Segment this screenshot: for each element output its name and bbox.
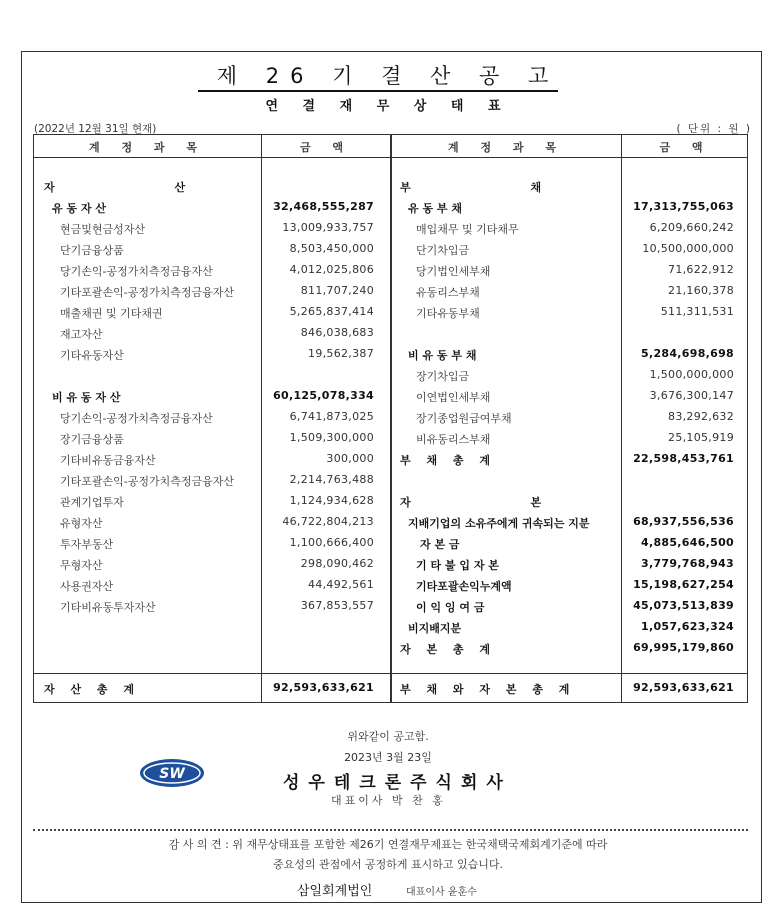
- balance-sheet-table: [33, 134, 748, 703]
- total-assets-label: 자 산 총 계: [44, 683, 140, 696]
- page-title: 제 26 기 결 산 공 고: [216, 64, 560, 88]
- liability-row-amount: 68,937,556,536: [633, 515, 734, 528]
- asset-row-amount: 6,741,873,025: [289, 410, 374, 423]
- liability-row-amount: 71,622,912: [668, 263, 734, 276]
- asset-row-label: 관계기업투자: [60, 496, 124, 509]
- liability-row-label: 유 동 부 채: [408, 202, 462, 215]
- asset-row-amount: 5,265,837,414: [289, 305, 374, 318]
- currency-unit: ( 단위 : 원 ): [676, 123, 752, 135]
- liability-row-label: 이연법인세부채: [416, 391, 491, 404]
- asset-row-amount: 811,707,240: [300, 284, 374, 297]
- liability-row-amount: 1,057,623,324: [641, 620, 734, 633]
- liability-row-amount: 21,160,378: [668, 284, 734, 297]
- liability-row-amount: 25,105,919: [668, 431, 734, 444]
- liability-row-label: 유동리스부채: [416, 286, 480, 299]
- liability-row-amount: 511,311,531: [660, 305, 734, 318]
- total-liabilities-equity-label: 부 채 와 자 본 총 계: [400, 683, 576, 696]
- header-account-left: 계 정 과 목: [89, 141, 206, 154]
- liability-row-label: 당기법인세부채: [416, 265, 491, 278]
- asset-row-label: 기타비유동투자자산: [60, 601, 156, 614]
- asset-row-label: 장기금융상품: [60, 433, 124, 446]
- liability-row-label: 자 본 총 계: [400, 643, 496, 656]
- asset-row-amount: 2,214,763,488: [289, 473, 374, 486]
- asset-row-amount: 44,492,561: [308, 578, 374, 591]
- asset-row-label: 투자부동산: [60, 538, 114, 551]
- liability-row-label: 장기종업원급여부채: [416, 412, 512, 425]
- liability-row-label: 장기차입금: [416, 370, 470, 383]
- liability-row-label: 단기차입금: [416, 244, 470, 257]
- asset-row-label: 유형자산: [60, 517, 103, 530]
- asset-row-label: 사용권자산: [60, 580, 114, 593]
- asset-row-label: 당기손익-공정가치측정금융자산: [60, 265, 213, 278]
- liability-row-amount: 3,779,768,943: [641, 557, 734, 570]
- liability-row-amount: 83,292,632: [668, 410, 734, 423]
- asset-row-label: 현금및현금성자산: [60, 223, 146, 236]
- asset-row-amount: 19,562,387: [308, 347, 374, 360]
- asset-row-amount: 32,468,555,287: [273, 200, 374, 213]
- liability-row-label: 부 채: [400, 181, 600, 194]
- logo-text: SW: [159, 766, 185, 782]
- asset-row-label: 매출채권 및 기타채권: [60, 307, 163, 320]
- liability-row-amount: 22,598,453,761: [633, 452, 734, 465]
- asset-row-label: 비 유 동 자 산: [52, 391, 121, 404]
- company-ceo: 대표이사 박 찬 홍: [331, 794, 446, 807]
- liability-row-amount: 15,198,627,254: [633, 578, 734, 591]
- liability-row-label: 매입채무 및 기타채무: [416, 223, 519, 236]
- liability-row-amount: 4,885,646,500: [641, 536, 734, 549]
- asset-row-label: 기타포괄손익-공정가치측정금융자산: [60, 475, 234, 488]
- asset-row-label: 자 산: [44, 181, 244, 194]
- audit-opinion-line1: 감 사 의 견 : 위 재무상태표를 포함한 제26기 연결재무제표는 한국채택국제회계기준에 따라: [168, 838, 608, 851]
- total-liabilities-equity-amount: 92,593,633,621: [633, 681, 734, 694]
- liability-row-label: 비지배지분: [408, 622, 462, 635]
- totals-divider: [34, 673, 747, 674]
- asset-row-amount: 367,853,557: [300, 599, 374, 612]
- company-name: 성우테크론주식회사: [283, 773, 512, 793]
- asset-row-label: 기타비유동금융자산: [60, 454, 156, 467]
- liability-row-label: 비 유 동 부 채: [408, 349, 477, 362]
- asset-row-amount: 1,124,934,628: [289, 494, 374, 507]
- audit-firm: 삼일회계법인: [297, 884, 373, 899]
- liability-row-label: 이 익 잉 여 금: [416, 601, 485, 614]
- asset-row-label: 기타포괄손익-공정가치측정금융자산: [60, 286, 234, 299]
- liability-row-amount: 69,995,179,860: [633, 641, 734, 654]
- notice-date: 2023년 3월 23일: [344, 751, 432, 764]
- header-account-right: 계 정 과 목: [448, 141, 565, 154]
- liability-row-amount: 1,500,000,000: [649, 368, 734, 381]
- asset-row-amount: 1,100,666,400: [289, 536, 374, 549]
- asset-row-amount: 846,038,683: [300, 326, 374, 339]
- column-divider: [390, 135, 392, 702]
- liability-row-label: 기타유동부채: [416, 307, 480, 320]
- header-amount-left: 금 액: [299, 141, 353, 154]
- audit-firm-ceo: 대표이사 윤훈수: [406, 887, 477, 898]
- page-subtitle: 연 결 재 무 상 태 표: [265, 99, 511, 114]
- liability-row-label: 기타포괄손익누계액: [416, 580, 512, 593]
- liability-row-label: 지배기업의 소유주에게 귀속되는 지분: [408, 517, 590, 530]
- asset-row-amount: 46,722,804,213: [282, 515, 374, 528]
- company-logo-icon: [139, 758, 205, 788]
- liability-row-label: 자 본 금: [420, 538, 460, 551]
- liability-row-amount: 5,284,698,698: [641, 347, 734, 360]
- asset-row-label: 당기손익-공정가치측정금융자산: [60, 412, 213, 425]
- dotted-divider: [33, 829, 748, 831]
- asset-row-amount: 4,012,025,806: [289, 263, 374, 276]
- asset-row-label: 기타유동자산: [60, 349, 124, 362]
- asset-row-amount: 8,503,450,000: [289, 242, 374, 255]
- liability-row-amount: 10,500,000,000: [642, 242, 734, 255]
- total-assets-amount: 92,593,633,621: [273, 681, 374, 694]
- asset-row-amount: 300,000: [326, 452, 374, 465]
- liability-row-label: 부 채 총 계: [400, 454, 496, 467]
- liability-row-label: 자 본: [400, 496, 600, 509]
- liability-row-label: 기 타 불 입 자 본: [416, 559, 499, 572]
- asset-row-amount: 1,509,300,000: [289, 431, 374, 444]
- liability-row-amount: 3,676,300,147: [649, 389, 734, 402]
- asset-row-label: 재고자산: [60, 328, 103, 341]
- liability-row-label: 비유동리스부채: [416, 433, 491, 446]
- liability-row-amount: 17,313,755,063: [633, 200, 734, 213]
- asset-row-label: 단기금융상품: [60, 244, 124, 257]
- header-amount-right: 금 액: [659, 141, 712, 154]
- asset-row-amount: 60,125,078,334: [273, 389, 374, 402]
- asset-row-amount: 13,009,933,757: [282, 221, 374, 234]
- asset-row-amount: 298,090,462: [300, 557, 374, 570]
- liability-row-amount: 6,209,660,242: [649, 221, 734, 234]
- audit-opinion-line2: 중요성의 관점에서 공정하게 표시하고 있습니다.: [272, 858, 503, 871]
- liability-row-amount: 45,073,513,839: [633, 599, 734, 612]
- title-underline: [198, 90, 558, 92]
- notice-text: 위와같이 공고함.: [347, 730, 429, 743]
- header-divider: [34, 157, 747, 158]
- asset-row-label: 유 동 자 산: [52, 202, 106, 215]
- report-date: (2022년 12월 31일 현재): [34, 123, 157, 135]
- asset-row-label: 무형자산: [60, 559, 103, 572]
